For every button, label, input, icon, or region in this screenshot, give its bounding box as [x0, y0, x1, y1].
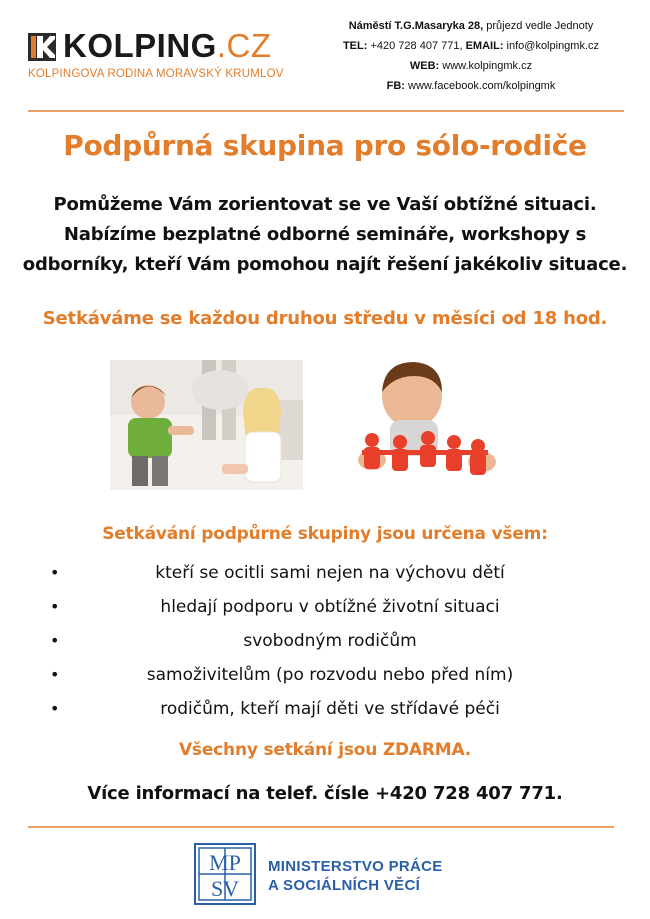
kolping-logo-mark	[28, 33, 56, 61]
kolping-logo: KOLPING.CZ	[63, 27, 272, 64]
intro-line: odborníky, kteří Vám pomohou najít řešení jakékoliv situace.	[22, 254, 628, 275]
more-info: Více informací na telef. čísle +420 728 407 771.	[87, 783, 563, 804]
bullet: •	[50, 665, 60, 684]
ministry-line: A SOCIÁLNÍCH VĚCÍ	[268, 877, 421, 894]
for-all-heading: Setkávání podpůrné skupiny jsou určena všem:	[102, 524, 548, 544]
bullet: •	[50, 699, 60, 718]
meeting-time: Setkáváme se každou druhou středu v měsíci od 18 hod.	[42, 308, 608, 329]
audience-list	[50, 556, 610, 726]
logo-subtitle: KOLPINGOVA RODINA MORAVSKÝ KRUMLOV	[28, 68, 284, 80]
list-item: • kteří se ocitli sami nejen na výchovu dětí	[50, 556, 610, 590]
bullet: •	[50, 563, 60, 582]
facebook-line: FB: www.facebook.com/kolpingmk	[386, 80, 556, 92]
list-item: • hledají podporu v obtížné životní situaci	[50, 590, 610, 624]
web-line: WEB: www.kolpingmk.cz	[409, 60, 533, 72]
intro-text	[0, 190, 650, 280]
list-item: • rodičům, kteří mají děti ve střídavé péči	[50, 692, 610, 726]
top-divider	[28, 110, 624, 112]
photo-children-arguing	[110, 360, 303, 490]
mpsv-logo	[194, 843, 256, 905]
free-note: Všechny setkání jsou ZDARMA.	[178, 740, 472, 760]
list-item: • samoživitelům (po rozvodu nebo před ním)	[50, 658, 610, 692]
address-line: Náměstí T.G.Masaryka 28, průjezd vedle Jednoty	[348, 20, 594, 32]
tel-email-line: TEL: +420 728 407 771, EMAIL: info@kolpingmk.cz	[342, 40, 600, 52]
mpsv-logo-bottom: SV	[210, 876, 240, 901]
bottom-divider	[28, 826, 614, 828]
mpsv-logo-top: MP	[209, 850, 241, 875]
photo-boy-paper-family	[342, 358, 512, 490]
contact-block	[316, 16, 626, 96]
bullet: •	[50, 631, 60, 650]
ministry-line: MINISTERSTVO PRÁCE	[268, 858, 443, 875]
intro-line: Nabízíme bezplatné odborné semináře, workshopy s	[63, 224, 587, 245]
intro-line: Pomůžeme Vám zorientovat se ve Vaší obtížné situaci.	[53, 194, 597, 215]
page-title: Podpůrná skupina pro sólo-rodiče	[63, 129, 587, 162]
list-item: • svobodným rodičům	[50, 624, 610, 658]
ministry-name	[268, 857, 443, 895]
bullet: •	[50, 597, 60, 616]
